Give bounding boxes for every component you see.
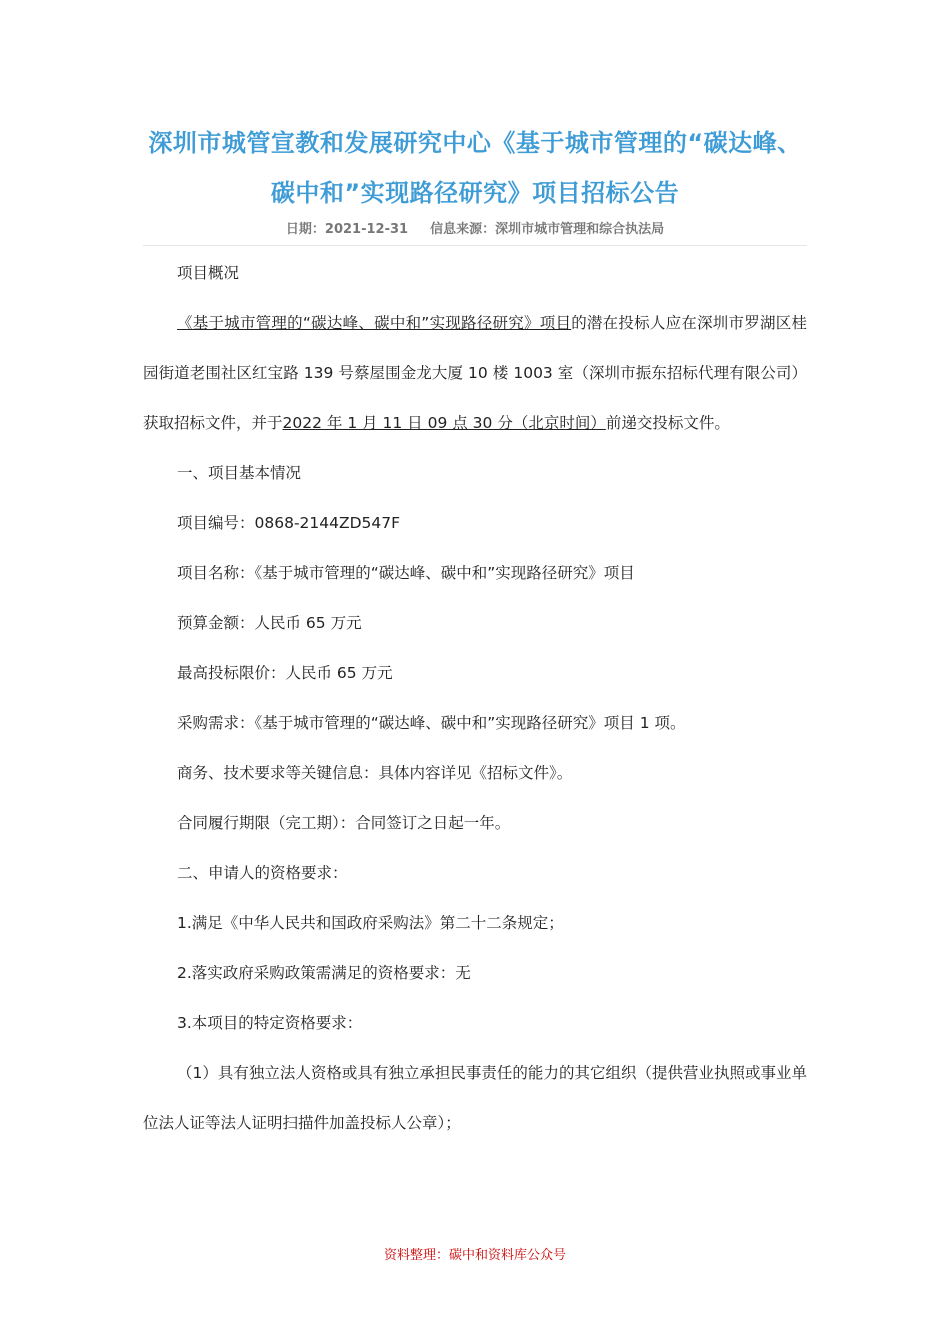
budget-amount: 预算金额：人民币 65 万元 bbox=[177, 614, 362, 632]
key-requirements: 商务、技术要求等关键信息：具体内容详见《招标文件》。 bbox=[177, 764, 573, 782]
section-heading-qualifications: 二、申请人的资格要求： bbox=[177, 864, 348, 882]
overview-text-1: 的潜在投标人应在深圳市罗湖区桂园街道老围社区红宝路 139 号蔡屋围金龙大厦 10 楼 1003 室（深圳市振东招标代理有限公司） 获取招标文件，并于 bbox=[143, 314, 807, 432]
deadline-text: 2022 年 1 月 11 日 09 点 30 分（北京时间） bbox=[282, 414, 606, 432]
project-name: 项目名称：《基于城市管理的“碳达峰、碳中和”实现路径研究》项目 bbox=[177, 564, 635, 582]
project-link[interactable]: 《基于城市管理的“碳达峰、碳中和”实现路径研究》项目 bbox=[177, 314, 572, 332]
qualification-3: 3.本项目的特定资格要求： bbox=[177, 1014, 363, 1032]
source-name: 深圳市城市管理和综合执法局 bbox=[495, 222, 665, 237]
date-label: 日期： bbox=[285, 222, 325, 237]
project-number: 项目编号：0868-2144ZD547F bbox=[177, 514, 401, 532]
page-title: 深圳市城管宣教和发展研究中心《基于城市管理的“碳达峰、碳中和”实现路径研究》项目招标公告 bbox=[148, 129, 802, 207]
qualification-3-1: （1）具有独立法人资格或具有独立承担民事责任的能力的其它组织（提供营业执照或事业单位法人证等法人证明扫描件加盖投标人公章）； bbox=[143, 1064, 807, 1132]
procurement-demand: 采购需求：《基于城市管理的“碳达峰、碳中和”实现路径研究》项目 1 项。 bbox=[177, 714, 686, 732]
contract-period: 合同履行期限（完工期）：合同签订之日起一年。 bbox=[177, 814, 511, 832]
overview-heading: 项目概况 bbox=[177, 264, 240, 282]
title-divider bbox=[143, 245, 807, 246]
source-label: 信息来源： bbox=[430, 222, 496, 237]
overview-text-2: 前递交投标文件。 bbox=[605, 414, 730, 432]
max-bid-price: 最高投标限价：人民币 65 万元 bbox=[177, 664, 393, 682]
article-meta bbox=[140, 218, 810, 237]
overview-paragraph bbox=[143, 298, 807, 448]
qualification-1: 1.满足《中华人民共和国政府采购法》第二十二条规定； bbox=[177, 914, 564, 932]
footer-note: 资料整理：碳中和资料库公众号 bbox=[383, 1248, 566, 1263]
publish-date: 2021-12-31 bbox=[324, 222, 409, 237]
section-heading-basic-info: 一、项目基本情况 bbox=[177, 464, 302, 482]
qualification-2: 2.落实政府采购政策需满足的资格要求：无 bbox=[177, 964, 471, 982]
article-body bbox=[143, 248, 807, 1148]
